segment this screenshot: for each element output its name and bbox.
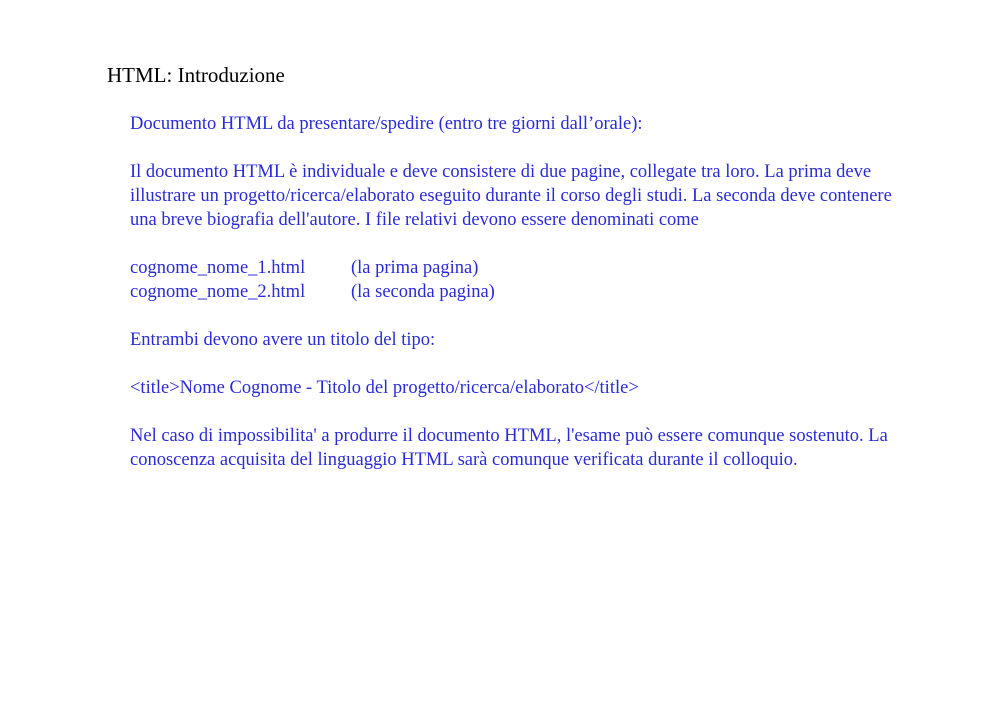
closing-paragraph: Nel caso di impossibilita' a produrre il documento HTML, l'esame può essere comunque sostenuto. La conoscenza acquisita del linguaggio HTML sarà comunque verificata durante il colloquio. (130, 426, 888, 470)
file-name: cognome_nome_1.html (130, 258, 306, 278)
file-row (130, 256, 910, 280)
intro-paragraph: Documento HTML da presentare/spedire (entro tre giorni dall’orale): (130, 114, 643, 134)
slide-body (130, 112, 910, 496)
slide-title: HTML: Introduzione (107, 63, 285, 87)
file-note: (la prima pagina) (351, 258, 479, 278)
file-name: cognome_nome_2.html (130, 282, 306, 302)
title-example: <title>Nome Cognome - Titolo del progetto/ricerca/elaborato</title> (130, 378, 639, 398)
file-row (130, 280, 910, 304)
description-paragraph: Il documento HTML è individuale e deve consistere di due pagine, collegate tra loro. La prima deve illustrare un progetto/ricerca/elaborato eseguito durante il corso degli studi. La seconda deve contenere una breve biografia dell'autore. I file relativi devono essere denominati come (130, 162, 892, 230)
file-list (130, 256, 910, 304)
file-note: (la seconda pagina) (351, 282, 495, 302)
titles-paragraph: Entrambi devono avere un titolo del tipo: (130, 330, 436, 350)
